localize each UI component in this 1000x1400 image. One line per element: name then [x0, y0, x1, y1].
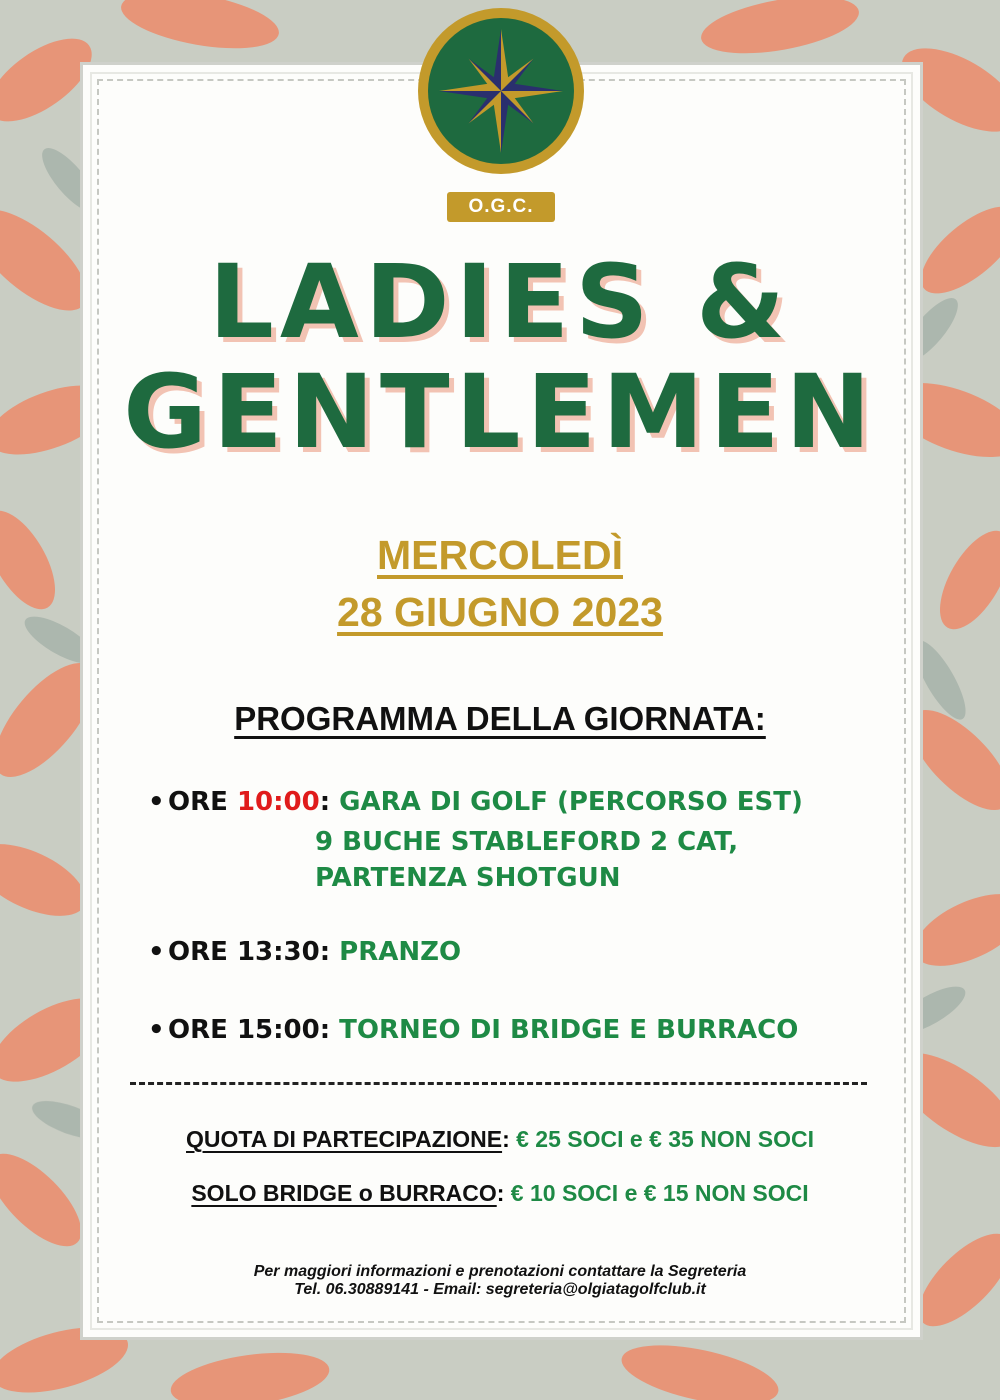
- fee-participation: QUOTA DI PARTECIPAZIONE: € 25 SOCI e € 35 NON SOCI: [186, 1126, 814, 1152]
- dashed-divider: [130, 1082, 867, 1085]
- title-line-2: GENTLEMEN: [123, 353, 877, 472]
- footer-info: Per maggiori informazioni e prenotazioni contattare la Segreteria: [253, 1263, 747, 1280]
- compass-rose-icon: [428, 18, 574, 164]
- program-item: • ORE 15:00: TORNEO DI BRIDGE E BURRACO: [148, 1015, 799, 1045]
- item-description: GARA DI GOLF (PERCORSO EST): [339, 787, 803, 817]
- footer-contact: Tel. 06.30889141 - Email: segreteria@olgiatagolfclub.it: [294, 1281, 706, 1298]
- item-time: 13:30: [236, 937, 320, 967]
- item-description: PRANZO: [339, 937, 462, 967]
- program-item: • ORE 13:30: PRANZO: [148, 937, 462, 967]
- club-logo: [418, 8, 584, 174]
- program-heading: PROGRAMMA DELLA GIORNATA:: [234, 700, 766, 737]
- club-badge: O.G.C.: [447, 192, 555, 222]
- bullet-icon: •: [148, 1015, 165, 1045]
- item-time: 10:00: [236, 787, 320, 817]
- item-description: TORNEO DI BRIDGE E BURRACO: [339, 1015, 799, 1045]
- item-description-line: PARTENZA SHOTGUN: [315, 863, 621, 893]
- event-weekday: MERCOLEDÌ: [377, 532, 623, 578]
- event-date: 28 GIUGNO 2023: [337, 589, 663, 635]
- fee-bridge-only: SOLO BRIDGE o BURRACO: € 10 SOCI e € 15 NON SOCI: [191, 1180, 809, 1206]
- program-item: • ORE 10:00: GARA DI GOLF (PERCORSO EST): [148, 787, 803, 817]
- item-time: 15:00: [236, 1015, 320, 1045]
- bullet-icon: •: [148, 937, 165, 967]
- item-description-line: 9 BUCHE STABLEFORD 2 CAT,: [315, 827, 739, 857]
- title-line-1: LADIES &: [208, 243, 792, 362]
- bullet-icon: •: [148, 787, 165, 817]
